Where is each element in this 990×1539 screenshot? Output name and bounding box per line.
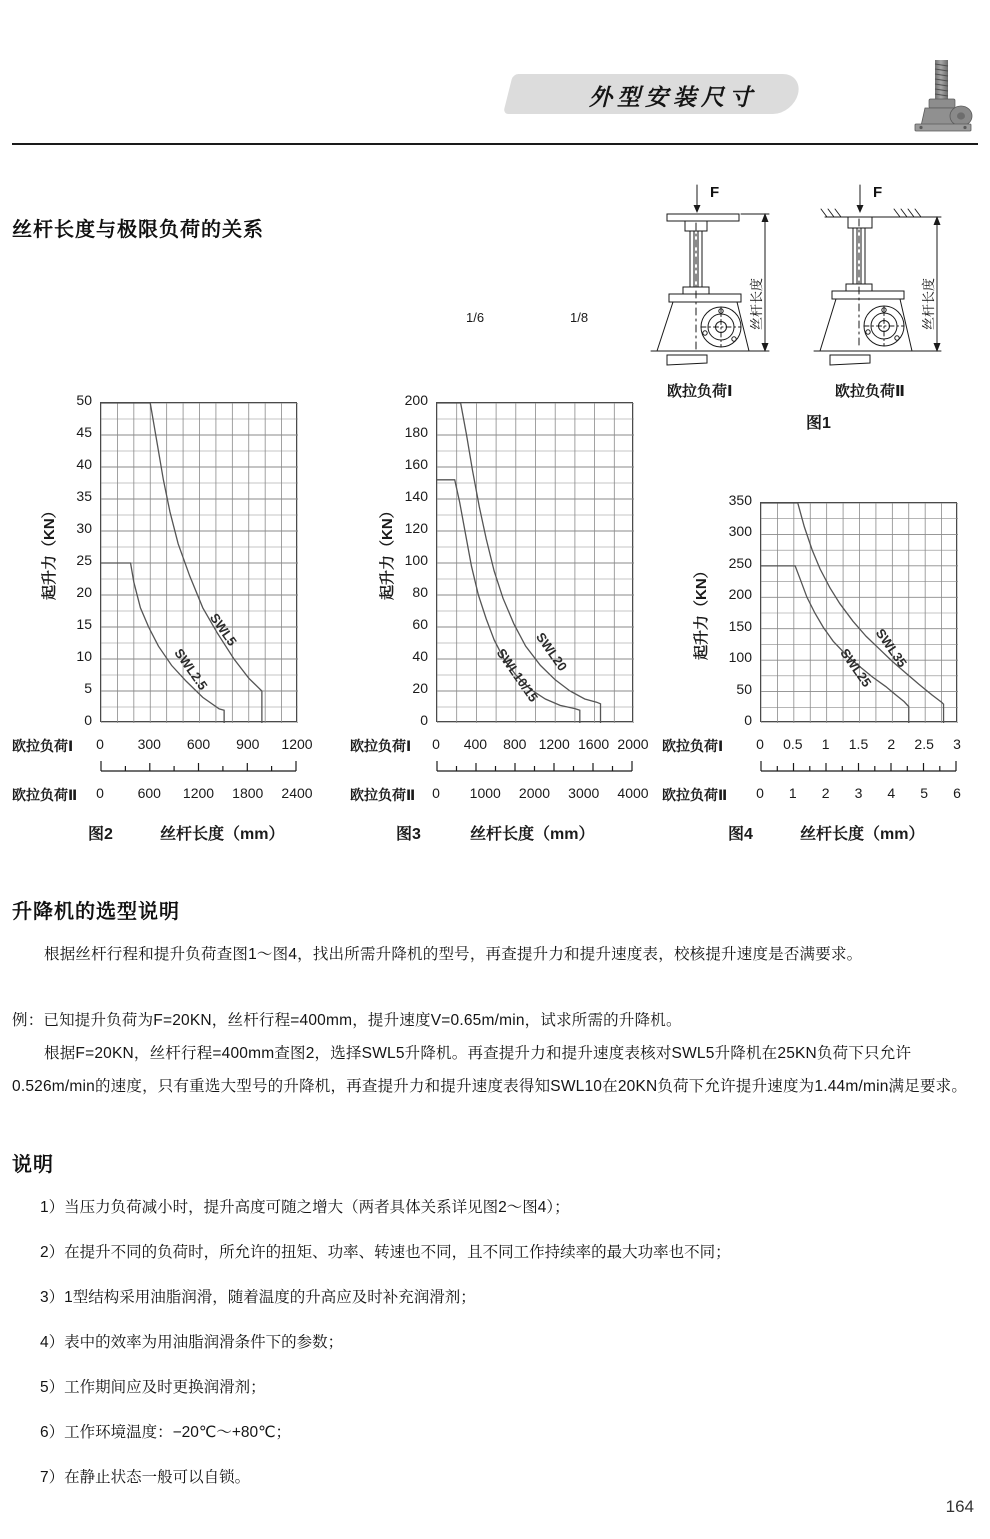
x-tick-label: 4000 (617, 785, 649, 801)
y-tick-label: 120 (404, 520, 428, 536)
euler-load-2-caption: 欧拉负荷Ⅱ (835, 383, 905, 400)
x-tick-label: 2000 (617, 736, 649, 752)
euler-load-1-caption: 欧拉负荷Ⅰ (667, 383, 733, 400)
x-tick-label: 1600 (578, 736, 610, 752)
y-tick-label: 300 (728, 523, 752, 540)
y-tick-label: 50 (736, 680, 752, 697)
y-tick-label: 160 (404, 456, 428, 472)
x-tick-label: 2 (821, 785, 830, 801)
y-tick-label: 50 (76, 392, 92, 408)
y-tick-label: 250 (728, 554, 752, 571)
selection-paragraph-2: 例：已知提升负荷为F=20KN，丝杆行程=400mm，提升速度V=0.65m/min，试求所需的升降机。 (12, 1012, 682, 1029)
x-tick-label: 0 (432, 785, 440, 801)
series-label-SWL25: SWL25 (837, 645, 875, 690)
x-tick-label: 600 (137, 785, 161, 801)
x-tick-label: 3 (854, 785, 863, 801)
chart-fig3-caption: 图3 (396, 826, 421, 843)
selection-paragraph-3: 根据F=20KN，丝杆行程=400mm查图2，选择SWL5升降机。再查提升力和提升速度表核对SWL5升降机在25KN负荷下只允许0.526m/min的速度，只有重选大型号的升降机，再查提升力和提升速度表得知SWL10在20KN负荷下允许提升速度为1.44m/min满足要求。 (12, 1045, 968, 1095)
page-number: 164 (945, 1497, 974, 1516)
y-tick-label: 0 (744, 712, 752, 728)
y-tick-label: 200 (728, 586, 752, 603)
header-divider (12, 143, 978, 145)
selection-paragraph-1: 根据丝杆行程和提升负荷查图1～图4，找出所需升降机的型号，再查提升力和提升速度表，校核提升速度是否满要求。 (44, 946, 863, 963)
x-tick-label: 3000 (568, 785, 600, 801)
y-tick-label: 15 (76, 616, 92, 632)
x-tick-label: 2000 (518, 785, 551, 801)
y-tick-label: 20 (76, 584, 92, 600)
chart-fig4-xtitle: 丝杆长度（mm） (800, 826, 925, 843)
ratio-label-right: 1/8 (570, 310, 589, 325)
x-tick-label: 0 (756, 785, 764, 801)
y-tick-label: 150 (728, 617, 752, 634)
fig1-caption: 图1 (806, 415, 831, 432)
x-tick-label: 2400 (281, 785, 313, 801)
chart-fig2-plot-area (100, 402, 297, 722)
chart-fig2-caption: 图2 (88, 826, 113, 843)
note-item-4: 4）表中的效率为用油脂润滑条件下的参数； (40, 1334, 344, 1351)
chart-fig3-plot-area (436, 402, 633, 722)
euler2-label: 欧拉负荷Ⅱ (662, 787, 728, 803)
note-item-5: 5）工作期间应及时更换润滑剂； (40, 1379, 266, 1396)
chart-fig4-caption: 图4 (728, 826, 753, 843)
section-title-relation: 丝杆长度与极限负荷的关系 (12, 219, 264, 241)
y-tick-label: 10 (76, 648, 92, 664)
x-tick-label: 0 (96, 736, 104, 752)
force-label-right: F (873, 184, 883, 201)
y-tick-label: 45 (76, 424, 92, 440)
note-item-1: 1）当压力负荷减小时，提升高度可随之增大（两者具体关系详见图2～图4）； (40, 1199, 570, 1216)
note-item-2: 2）在提升不同的负荷时，所允许的扭矩、功率、转速也不同，且不同工作持续率的最大功率也不同； (40, 1244, 731, 1261)
force-label-left: F (710, 184, 720, 201)
x-tick-label: 1.5 (848, 736, 869, 752)
chart-fig3-xtitle: 丝杆长度（mm） (470, 826, 595, 843)
x-tick-label: 2 (887, 736, 896, 752)
x-tick-label: 3 (953, 736, 961, 752)
x-tick-label: 0 (432, 736, 440, 752)
note-item-7: 7）在静止状态一般可以自锁。 (40, 1469, 251, 1486)
y-tick-label: 200 (404, 392, 428, 408)
note-item-3: 3）1型结构采用油脂润滑，随着温度的升高应及时补充润滑剂； (40, 1289, 476, 1306)
x-tick-label: 300 (137, 736, 161, 752)
y-tick-label: 60 (412, 616, 428, 632)
y-tick-label: 40 (412, 648, 428, 664)
y-tick-label: 0 (420, 712, 428, 728)
x-tick-label: 6 (953, 785, 961, 801)
y-tick-label: 40 (76, 456, 92, 472)
x-tick-label: 1000 (469, 785, 501, 801)
y-tick-label: 0 (84, 712, 92, 728)
series-label-SWL2-5: SWL2.5 (171, 645, 211, 693)
chart-fig3-ylabel: 起升力（KN） (379, 503, 396, 600)
euler-load-diagram (645, 175, 990, 430)
section-title-selection: 升降机的选型说明 (12, 901, 180, 923)
curve-SWL10-15 (437, 480, 580, 723)
series-label-SWL20: SWL20 (533, 629, 571, 674)
dim-label-right: 丝杆长度 (921, 277, 936, 330)
y-tick-label: 25 (76, 552, 92, 568)
x-tick-label: 900 (236, 736, 260, 752)
x-tick-label: 800 (503, 736, 527, 752)
chart-fig2-xtitle: 丝杆长度（mm） (160, 826, 285, 843)
x-tick-label: 4 (887, 785, 896, 801)
x-tick-label: 0 (96, 785, 104, 801)
euler2-label: 欧拉负荷Ⅱ (350, 787, 416, 803)
euler1-label: 欧拉负荷Ⅰ (350, 738, 412, 754)
y-tick-label: 20 (412, 680, 428, 696)
euler2-label: 欧拉负荷Ⅱ (12, 787, 78, 803)
chart-fig4-ruler (760, 760, 960, 774)
y-tick-label: 140 (404, 488, 428, 504)
ratio-label-left: 1/6 (466, 310, 485, 325)
page-title: 外型安装尺寸 (589, 85, 757, 111)
x-tick-label: 400 (463, 736, 488, 752)
x-tick-label: 0.5 (783, 736, 803, 752)
x-tick-label: 1200 (182, 785, 215, 801)
y-tick-label: 350 (728, 492, 752, 508)
chart-fig4-plot-area (760, 502, 957, 722)
note-item-6: 6）工作环境温度：−20℃～+80℃； (40, 1424, 292, 1441)
x-tick-label: 2.5 (914, 736, 934, 752)
chart-fig2-ruler (100, 760, 300, 774)
x-tick-label: 1 (788, 785, 797, 801)
dim-label-left: 丝杆长度 (749, 277, 764, 330)
y-tick-label: 100 (728, 649, 752, 666)
y-tick-label: 100 (404, 552, 428, 568)
y-tick-label: 35 (76, 488, 92, 504)
series-label-SWL10-15: SWL10/15 (493, 645, 542, 705)
series-label-SWL5: SWL5 (206, 610, 240, 649)
y-tick-label: 180 (404, 424, 428, 440)
euler1-label: 欧拉负荷Ⅰ (662, 738, 724, 754)
section-title-notes: 说明 (12, 1154, 54, 1176)
chart-fig2-ylabel: 起升力（KN） (41, 503, 58, 600)
y-tick-label: 30 (76, 520, 92, 536)
x-tick-label: 1800 (232, 785, 264, 801)
x-tick-label: 5 (920, 785, 929, 801)
x-tick-label: 600 (186, 736, 211, 752)
x-tick-label: 1 (821, 736, 830, 752)
chart-fig4-ylabel: 起升力（KN） (693, 563, 710, 660)
euler1-label: 欧拉负荷Ⅰ (12, 738, 74, 754)
screw-jack-photo-icon (905, 58, 983, 140)
y-tick-label: 80 (412, 584, 428, 600)
x-tick-label: 0 (756, 736, 764, 752)
x-tick-label: 1200 (538, 736, 570, 752)
chart-fig3-ruler (436, 760, 636, 774)
x-tick-label: 1200 (281, 736, 313, 752)
y-tick-label: 5 (84, 680, 92, 696)
series-label-SWL35: SWL35 (872, 625, 910, 671)
page-header (0, 0, 990, 150)
